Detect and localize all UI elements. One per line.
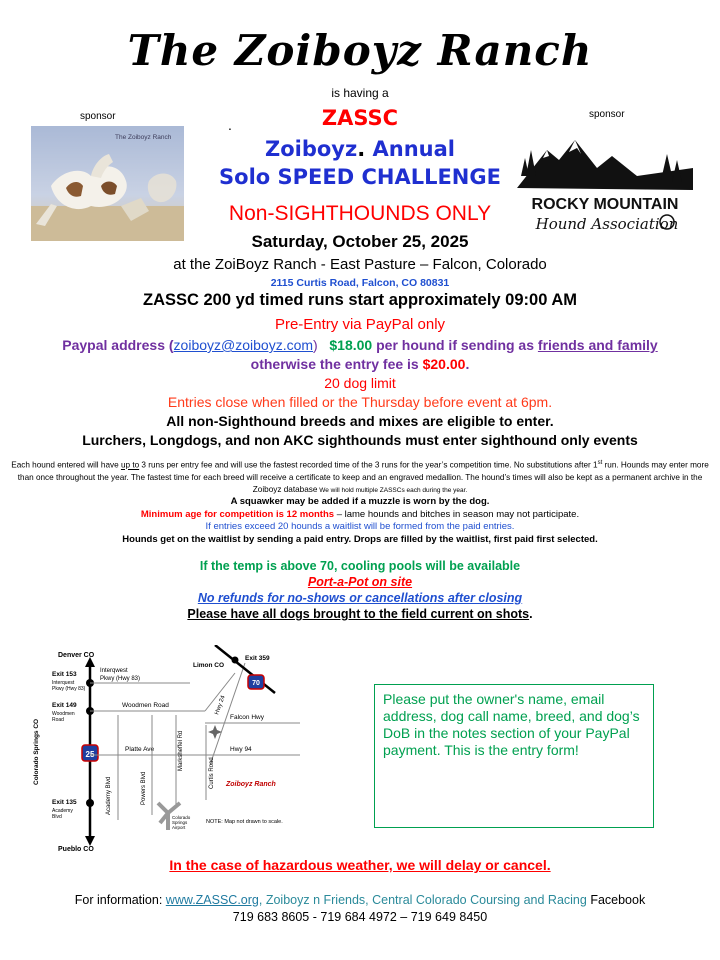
- rules-st: st: [597, 460, 603, 466]
- dog-limit: 20 dog limit: [324, 375, 396, 391]
- annual-dot: .: [357, 137, 366, 161]
- rules-text1: Each hound entered will have: [11, 460, 121, 470]
- paypal-label: Paypal address (: [62, 337, 174, 353]
- paypal-price: $18.00: [329, 337, 373, 353]
- info-line: [0, 893, 720, 907]
- map-exit153: Exit 153: [52, 671, 77, 678]
- left-logo-text: The Zoiboyz Ranch: [115, 134, 172, 141]
- info-suffix: Facebook: [586, 893, 646, 907]
- paypal-close-paren: ): [313, 337, 318, 353]
- otherwise-line: [0, 356, 720, 372]
- shots-text: Please have all dogs brought to the field current on shots: [187, 607, 530, 621]
- waitlist: If entries exceed 20 hounds a waitlist will be formed from the paid entries.: [205, 521, 515, 532]
- map-i25: 25: [85, 750, 95, 759]
- shots-line: [0, 607, 720, 621]
- map-exit359: Exit 359: [245, 655, 270, 662]
- map-exit135: Exit 135: [52, 799, 77, 806]
- paypal-line: [0, 337, 720, 353]
- min-age: [0, 509, 720, 520]
- map-powers: Powers Blvd: [141, 771, 147, 805]
- subtitle: is having a: [331, 86, 389, 100]
- map-denver: Denver CO: [58, 652, 95, 659]
- map-woodmen: Woodmen Road: [122, 702, 169, 709]
- entries-close: Entries close when filled or the Thursday before event at 6pm.: [167, 394, 553, 410]
- map-airport2: Springs: [172, 820, 188, 825]
- map-exit135-sub2: Blvd: [52, 814, 62, 820]
- no-refunds: No refunds for no-shows or cancellations after closing: [197, 591, 523, 605]
- runs-start: ZASSC 200 yd timed runs start approximately 09:00 AM: [142, 291, 578, 309]
- map-note: NOTE: Map not drawn to scale.: [206, 819, 283, 825]
- rules-paragraph: [4, 457, 716, 497]
- map-falcon-hwy: Falcon Hwy: [230, 714, 264, 721]
- entry-form-note: Please put the owner's name, email address, dog call name, breed, and dog’s DoB in the notes section of your PayPal payment. This is the entry form!: [374, 684, 654, 828]
- directions-map: [30, 645, 330, 855]
- map-exit153-sub2: Pkwy (Hwy 83): [52, 686, 86, 692]
- map-interquest2: Pkwy (Hwy 83): [100, 676, 141, 682]
- info-mid: , Zoiboyz n Friends, Central Colorado Coursing and Racing: [258, 893, 587, 907]
- stray-dot: .: [228, 117, 232, 133]
- solo-heading: Solo SPEED CHALLENGE: [219, 165, 501, 189]
- otherwise-period: .: [465, 356, 470, 372]
- map-academy: Academy Blvd: [106, 776, 112, 815]
- map-exit153-sub1: Interquest: [52, 680, 75, 686]
- map-hwy94: Hwy 94: [230, 746, 252, 753]
- map-colorado-springs: Colorado Springs CO: [33, 718, 40, 785]
- lurchers: Lurchers, Longdogs, and non AKC sighthounds must enter sighthound only events: [82, 432, 638, 448]
- price2: $20.00: [422, 356, 466, 372]
- paypal-per-hound: per hound if sending as: [372, 337, 538, 353]
- min-age-rest: – lame hounds and bitches in season may not participate.: [334, 509, 580, 520]
- map-ranch: Zoiboyz Ranch: [226, 781, 276, 788]
- rules-text2: 3 runs per entry fee and will use the fastest recorded time of the 3 runs for the year’s competition time. No substitutions after 1: [139, 460, 598, 470]
- port-a-pot: Port-a-Pot on site: [307, 575, 413, 589]
- sponsor-left-label: sponsor: [80, 111, 116, 122]
- venue: at the ZoiBoyz Ranch - East Pasture – Falcon, Colorado: [173, 256, 547, 273]
- map-marksheffel: Marksheffel Rd: [178, 730, 184, 771]
- phone-numbers: 719 683 8605 - 719 684 4972 – 719 649 8450: [232, 910, 488, 924]
- zassc-site-link[interactable]: www.ZASSC.org: [165, 893, 259, 907]
- paypal-friends: friends and family: [537, 337, 658, 353]
- map-curtis: Curtis Road: [209, 757, 215, 789]
- rules-up-to: up to: [120, 460, 140, 470]
- map-pueblo: Pueblo CO: [58, 846, 94, 853]
- squawker: A squawker may be added if a muzzle is worn by the dog.: [230, 496, 490, 507]
- rules-small: We will hold multiple ZASSCs each during the year.: [317, 486, 468, 494]
- map-platte: Platte Ave: [125, 746, 155, 753]
- non-sighthounds: Non-SIGHTHOUNDS ONLY: [228, 202, 492, 225]
- map-airport1: Colorado: [172, 815, 191, 820]
- info-prefix: For information:: [74, 893, 166, 907]
- map-limon: Limon CO: [193, 662, 225, 669]
- otherwise-text: otherwise the entry fee is: [250, 356, 423, 372]
- annual-name: Zoiboyz: [264, 137, 358, 161]
- pre-entry: Pre-Entry via PayPal only: [274, 316, 446, 333]
- map-i70: 70: [252, 680, 260, 687]
- map-exit149: Exit 149: [52, 702, 77, 709]
- map-hwy24: Hwy 24: [214, 694, 227, 716]
- page-title: The Zoiboyz Ranch: [127, 26, 593, 75]
- weather-warning: In the case of hazardous weather, we will delay or cancel.: [169, 857, 551, 873]
- eligible: All non-Sighthound breeds and mixes are eligible to enter.: [166, 413, 554, 429]
- rmha-line2: Hound Association: [535, 215, 679, 233]
- map-interquest1: Interqwest: [100, 668, 128, 674]
- map-exit135-sub1: Academy: [52, 808, 73, 814]
- map-airport3: Airport: [172, 825, 186, 830]
- paypal-email-link[interactable]: zoiboyz@zoiboyz.com: [173, 337, 314, 353]
- shots-period: .: [529, 607, 533, 621]
- event-date: Saturday, October 25, 2025: [251, 232, 469, 251]
- rmha-line1: ROCKY MOUNTAIN: [531, 196, 679, 213]
- sponsor-right-label: sponsor: [589, 109, 625, 120]
- map-exit149-sub1: Woodmen: [52, 711, 75, 717]
- rules-text3: run. Hounds may enter more than once throughout the year. The fastest time for each breed will receive a certificate to keep and an engraved medallion. The hound’s times will also be kept as a permanent archive in the Zoiboyz database: [17, 460, 709, 494]
- zassc-heading: ZASSC: [321, 106, 399, 130]
- hounds-waitlist: Hounds get on the waitlist by sending a paid entry. Drops are filled by the waitlist, first paid first selected.: [122, 534, 598, 545]
- annual-word: Annual: [372, 137, 455, 161]
- map-exit149-sub2: Road: [52, 717, 64, 723]
- address: 2115 Curtis Road, Falcon, CO 80831: [270, 277, 450, 289]
- min-age-bold: Minimum age for competition is 12 months: [140, 509, 335, 520]
- cooling-pools: If the temp is above 70, cooling pools will be available: [199, 559, 521, 573]
